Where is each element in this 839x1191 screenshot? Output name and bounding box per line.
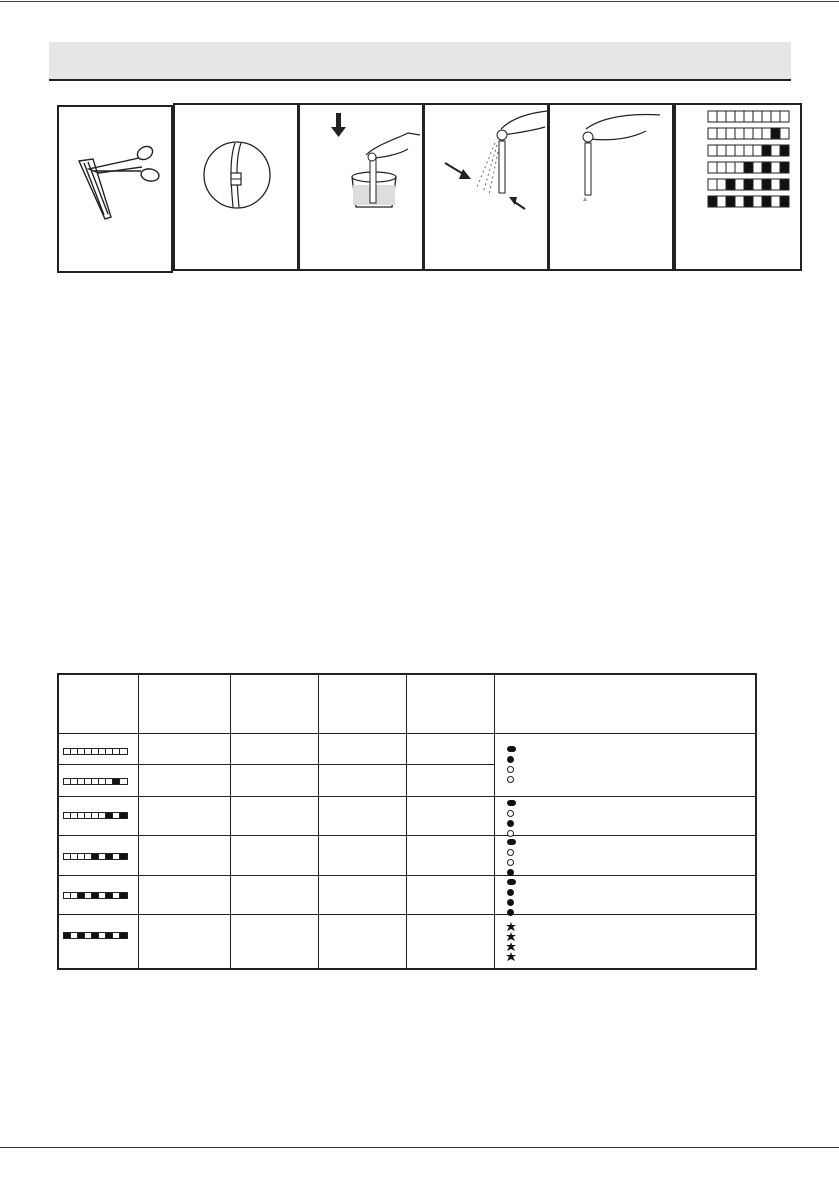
strip-cell — [71, 893, 78, 898]
strip-cell — [64, 813, 71, 818]
filled-dot-icon — [507, 909, 514, 916]
row-divider — [59, 835, 755, 836]
row-divider — [59, 796, 755, 797]
strip-cell — [106, 933, 113, 938]
result-strip-cell — [726, 179, 735, 190]
strip-cell — [71, 779, 78, 784]
hardness-strip — [63, 932, 128, 939]
hardness-strip — [63, 812, 128, 819]
result-strip-cell — [771, 196, 780, 207]
hardness-strip — [63, 778, 128, 785]
result-strip-cell — [744, 128, 753, 139]
strip-cell — [92, 779, 99, 784]
result-strip-cell — [735, 162, 744, 173]
result-strip-cell — [726, 162, 735, 173]
footer-rule — [0, 1147, 839, 1148]
strip-cell — [120, 749, 127, 754]
result-strip-cell — [717, 145, 726, 156]
result-strip-cell — [762, 145, 771, 156]
strip-cell — [113, 749, 120, 754]
result-strip-cell — [780, 179, 789, 190]
result-strips-icon — [676, 105, 804, 273]
strip-cell — [85, 854, 92, 859]
filled-dot-icon — [507, 756, 514, 763]
col-divider — [230, 675, 231, 968]
strip-cell — [99, 749, 106, 754]
result-strip-cell — [762, 162, 771, 173]
filled-dot-icon — [507, 899, 514, 906]
result-strip-cell — [726, 196, 735, 207]
strip-cell — [85, 893, 92, 898]
result-strip-cell — [762, 111, 771, 122]
result-strip-cell — [717, 179, 726, 190]
star-dot-icon — [506, 929, 516, 939]
empty-dot-icon — [507, 849, 514, 856]
panel-hose — [173, 103, 299, 271]
strip-cell — [92, 933, 99, 938]
result-strip-cell — [753, 145, 762, 156]
row-divider — [59, 733, 755, 734]
result-strip-cell — [771, 179, 780, 190]
section-header — [49, 42, 791, 81]
strip-cell — [113, 854, 120, 859]
result-strip-cell — [708, 111, 717, 122]
result-strip-cell — [780, 145, 789, 156]
strip-cell — [64, 749, 71, 754]
star-dot-icon — [506, 939, 516, 949]
result-strip-cell — [708, 196, 717, 207]
hardness-strip — [63, 892, 128, 899]
result-strip-cell — [771, 128, 780, 139]
strip-cell — [78, 749, 85, 754]
strip-cell — [92, 749, 99, 754]
strip-cell — [92, 854, 99, 859]
panel-drip — [548, 103, 674, 271]
result-strip-cell — [771, 145, 780, 156]
result-strip-cell — [744, 196, 753, 207]
strip-cell — [106, 854, 113, 859]
strip-cell — [106, 779, 113, 784]
strip-cell — [113, 779, 120, 784]
result-strip-cell — [735, 145, 744, 156]
result-strip-cell — [771, 162, 780, 173]
result-strip-cell — [708, 145, 717, 156]
panel-dip — [298, 103, 424, 271]
result-strip-cell — [717, 162, 726, 173]
strip-cell — [85, 813, 92, 818]
dip-glass-icon — [300, 105, 426, 273]
strip-cell — [106, 893, 113, 898]
strip-cell — [85, 933, 92, 938]
result-strip-cell — [735, 111, 744, 122]
strip-cell — [71, 813, 78, 818]
pill-dot-icon — [507, 746, 516, 752]
filled-dot-icon — [507, 869, 514, 876]
result-strip-cell — [780, 196, 789, 207]
result-strip-cell — [762, 128, 771, 139]
result-strip-cell — [735, 196, 744, 207]
strip-cell — [71, 854, 78, 859]
result-strip-cell — [735, 128, 744, 139]
col-divider — [318, 675, 319, 968]
strip-cell — [120, 779, 127, 784]
panel-shake — [423, 103, 549, 271]
result-strip-cell — [708, 128, 717, 139]
strip-cell — [113, 933, 120, 938]
instruction-panels — [57, 103, 802, 273]
strip-cell — [85, 779, 92, 784]
strip-cell — [99, 854, 106, 859]
row-divider — [59, 764, 495, 765]
empty-dot-icon — [507, 810, 514, 817]
result-strip-cell — [744, 162, 753, 173]
strip-closeup-icon — [175, 105, 301, 273]
strip-cell — [99, 779, 106, 784]
hardness-table — [57, 673, 757, 970]
result-strip-cell — [744, 145, 753, 156]
top-rule — [0, 1, 839, 2]
result-strip-cell — [753, 179, 762, 190]
result-strip-cell — [726, 111, 735, 122]
strip-cell — [78, 854, 85, 859]
result-strip-cell — [717, 128, 726, 139]
filled-dot-icon — [507, 889, 514, 896]
result-strip-cell — [762, 179, 771, 190]
strip-cell — [113, 813, 120, 818]
pill-dot-icon — [507, 839, 516, 845]
strip-cell — [64, 779, 71, 784]
empty-dot-icon — [507, 830, 514, 837]
pill-dot-icon — [507, 879, 516, 885]
result-strip-cell — [726, 128, 735, 139]
strip-cell — [78, 893, 85, 898]
strip-cell — [64, 854, 71, 859]
col-divider — [494, 675, 495, 968]
hardness-strip — [63, 853, 128, 860]
strip-cell — [78, 779, 85, 784]
result-strip-cell — [726, 145, 735, 156]
empty-dot-icon — [507, 776, 514, 783]
panel-results — [674, 103, 802, 271]
strip-cell — [78, 813, 85, 818]
col-divider — [138, 675, 139, 968]
result-strip-cell — [717, 111, 726, 122]
result-strip-cell — [780, 111, 789, 122]
scissors-icon — [59, 107, 175, 273]
strip-cell — [71, 933, 78, 938]
empty-dot-icon — [507, 766, 514, 773]
result-strip-cell — [744, 179, 753, 190]
result-strip-cell — [753, 162, 762, 173]
strip-cell — [120, 933, 127, 938]
strip-cell — [120, 854, 127, 859]
result-strip-cell — [708, 162, 717, 173]
strip-cell — [92, 893, 99, 898]
drip-icon — [550, 105, 676, 273]
strip-cell — [99, 933, 106, 938]
strip-cell — [64, 933, 71, 938]
strip-cell — [106, 749, 113, 754]
filled-dot-icon — [507, 820, 514, 827]
result-strip-cell — [753, 196, 762, 207]
hardness-strip — [63, 748, 128, 755]
result-strip-cell — [753, 111, 762, 122]
result-strip-cell — [762, 196, 771, 207]
strip-cell — [99, 813, 106, 818]
star-dot-icon — [506, 919, 516, 929]
star-dot-icon — [506, 949, 516, 959]
empty-dot-icon — [507, 859, 514, 866]
result-strip-cell — [780, 162, 789, 173]
pill-dot-icon — [507, 800, 516, 806]
row-divider — [59, 875, 755, 876]
strip-cell — [120, 813, 127, 818]
result-strip-cell — [771, 111, 780, 122]
result-strip-cell — [744, 111, 753, 122]
strip-cell — [120, 893, 127, 898]
result-strip-cell — [753, 128, 762, 139]
row-divider — [59, 914, 755, 915]
strip-cell — [71, 749, 78, 754]
shake-strip-icon — [425, 105, 551, 273]
strip-cell — [113, 893, 120, 898]
result-strip-cell — [735, 179, 744, 190]
panel-scissors — [57, 105, 173, 273]
col-divider — [406, 675, 407, 968]
strip-cell — [64, 893, 71, 898]
result-strip-cell — [780, 128, 789, 139]
strip-cell — [92, 813, 99, 818]
strip-cell — [106, 813, 113, 818]
strip-cell — [78, 933, 85, 938]
strip-cell — [85, 749, 92, 754]
result-strip-cell — [717, 196, 726, 207]
strip-cell — [99, 893, 106, 898]
result-strip-cell — [708, 179, 717, 190]
